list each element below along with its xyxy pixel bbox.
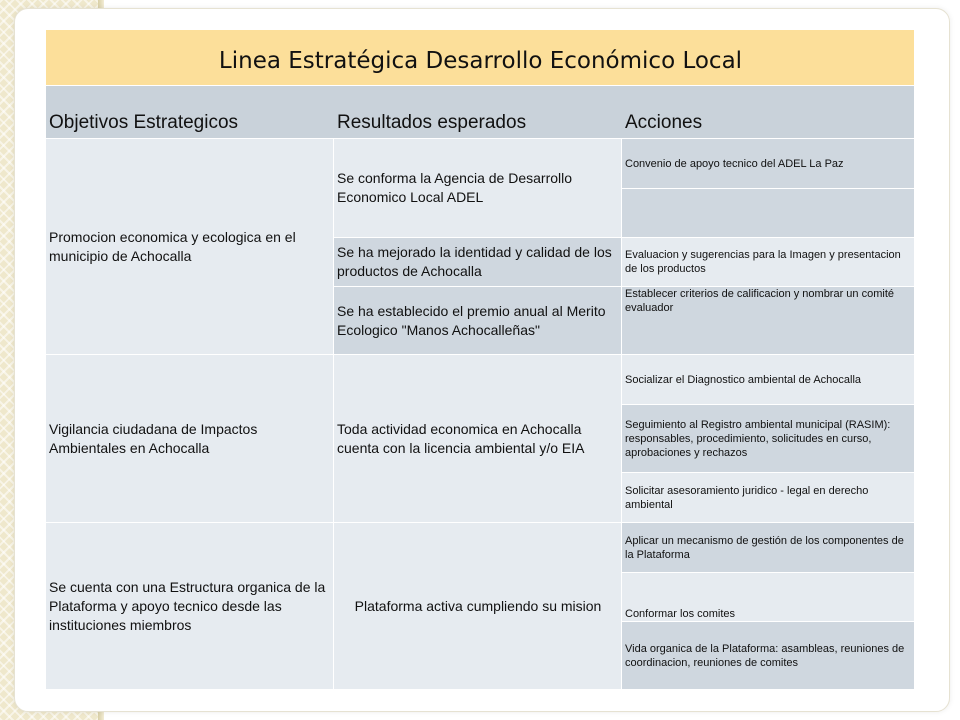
result-cell: Se ha mejorado la identidad y calidad de los productos de Achocalla bbox=[334, 238, 622, 287]
header-resultados: Resultados esperados bbox=[334, 86, 622, 139]
action-cell: Aplicar un mecanismo de gestión de los componentes de la Plataforma bbox=[622, 523, 914, 573]
header-objetivos: Objetivos Estrategicos bbox=[46, 86, 334, 139]
table-row bbox=[46, 139, 914, 189]
action-cell: Convenio de apoyo tecnico del ADEL La Paz bbox=[622, 139, 914, 189]
result-cell: Se ha establecido el premio anual al Merito Ecologico "Manos Achocalleñas" bbox=[334, 287, 622, 355]
action-cell: Seguimiento al Registro ambiental municipal (RASIM): responsables, procedimiento, solicitudes en curso, aprobaciones y rechazos bbox=[622, 405, 914, 473]
objective-cell: Se cuenta con una Estructura organica de la Plataforma y apoyo tecnico desde las instituciones miembros bbox=[46, 523, 334, 690]
result-cell: Plataforma activa cumpliendo su mision bbox=[334, 523, 622, 690]
action-cell: Vida organica de la Plataforma: asambleas, reuniones de coordinacion, reuniones de comites bbox=[622, 622, 914, 690]
objective-cell: Promocion economica y ecologica en el municipio de Achocalla bbox=[46, 139, 334, 355]
strategy-table bbox=[46, 30, 914, 690]
action-cell: Establecer criterios de calificacion y nombrar un comité evaluador bbox=[622, 287, 914, 355]
table-row bbox=[46, 523, 914, 573]
result-cell: Se conforma la Agencia de Desarrollo Economico Local ADEL bbox=[334, 139, 622, 238]
action-cell: Socializar el Diagnostico ambiental de Achocalla bbox=[622, 355, 914, 405]
action-cell: Conformar los comites bbox=[622, 573, 914, 622]
result-cell: Toda actividad economica en Achocalla cuenta con la licencia ambiental y/o EIA bbox=[334, 355, 622, 523]
action-cell: Evaluacion y sugerencias para la Imagen y presentacion de los productos bbox=[622, 238, 914, 287]
table-row bbox=[46, 355, 914, 405]
action-cell-empty bbox=[622, 189, 914, 238]
header-row bbox=[46, 86, 914, 139]
action-cell: Solicitar asesoramiento juridico - legal en derecho ambiental bbox=[622, 473, 914, 523]
header-acciones: Acciones bbox=[622, 86, 914, 139]
table-title: Linea Estratégica Desarrollo Económico Local bbox=[46, 30, 914, 86]
objective-cell: Vigilancia ciudadana de Impactos Ambientales en Achocalla bbox=[46, 355, 334, 523]
